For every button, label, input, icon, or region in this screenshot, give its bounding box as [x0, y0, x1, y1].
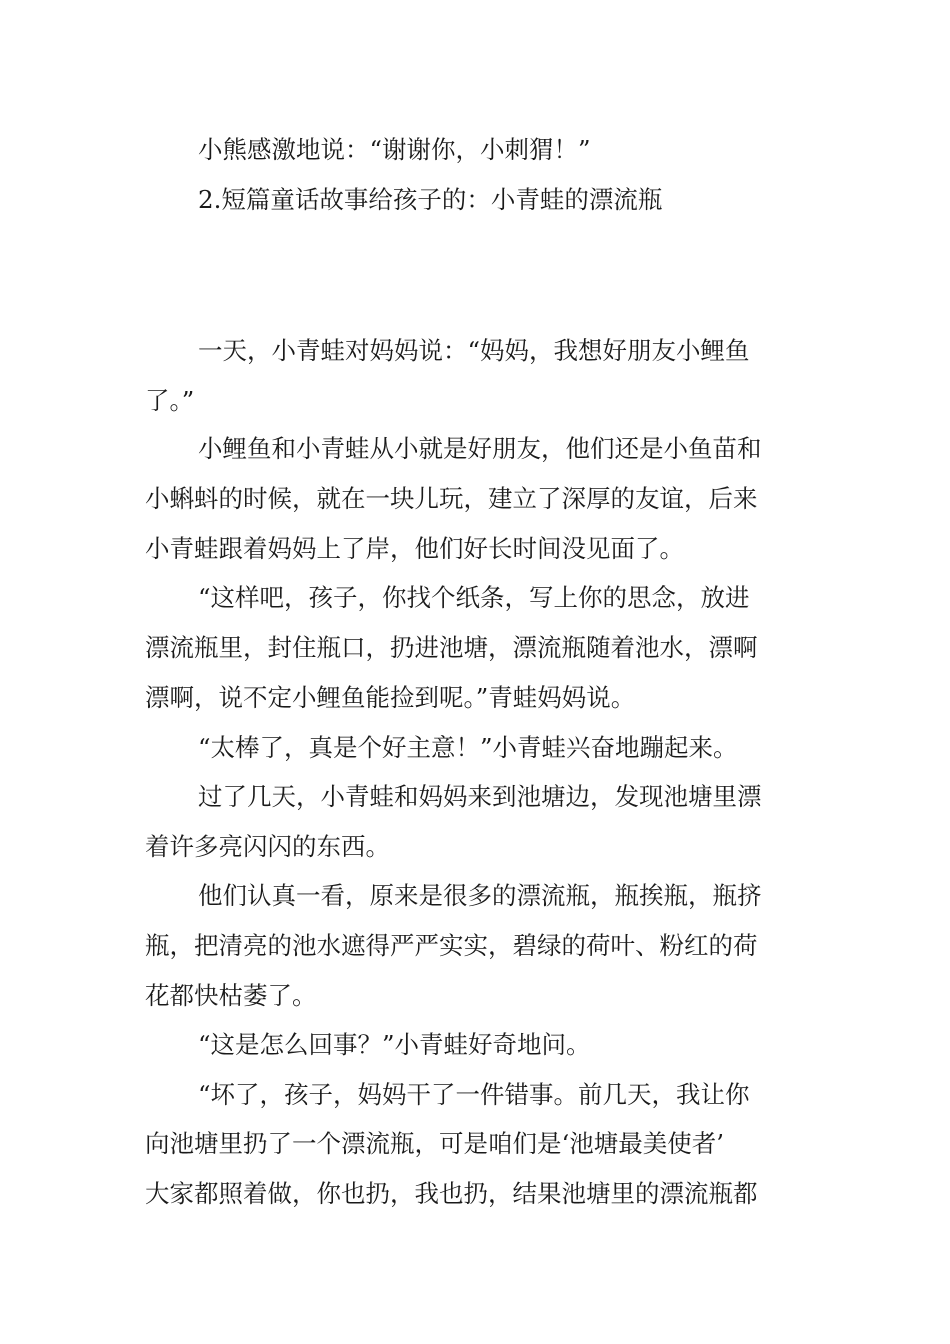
text-line: 向池塘里扔了一个漂流瓶，可是咱们是‘池塘最美使者’ [145, 1129, 725, 1158]
text-line: 大家都照着做，你也扔，我也扔，结果池塘里的漂流瓶都 [145, 1179, 758, 1208]
text-line: 小鲤鱼和小青蛙从小就是好朋友，他们还是小鱼苗和 [198, 434, 762, 463]
text-line: 花都快枯萎了。 [145, 981, 317, 1010]
text-line: 小熊感激地说：“谢谢你，小刺猬！” [198, 135, 591, 164]
text-line: 小蝌蚪的时候，就在一块儿玩，建立了深厚的友谊，后来 [145, 484, 758, 513]
text-line: “坏了，孩子，妈妈干了一件错事。前几天，我让你 [198, 1080, 750, 1109]
text-line: 过了几天，小青蛙和妈妈来到池塘边，发现池塘里漂 [198, 782, 762, 811]
text-line: 漂啊，说不定小鲤鱼能捡到呢。”青蛙妈妈说。 [145, 683, 636, 712]
text-line: 一天，小青蛙对妈妈说：“妈妈，我想好朋友小鲤鱼 [198, 336, 750, 365]
text-line: 漂流瓶里，封住瓶口，扔进池塘，漂流瓶随着池水，漂啊 [145, 633, 758, 662]
text-line: 小青蛙跟着妈妈上了岸，他们好长时间没见面了。 [145, 534, 684, 563]
text-line: 了。” [145, 386, 195, 415]
section-heading: 2.短篇童话故事给孩子的：小青蛙的漂流瓶 [198, 185, 663, 214]
text-line: 他们认真一看，原来是很多的漂流瓶，瓶挨瓶，瓶挤 [198, 881, 762, 910]
text-line: “这样吧，孩子，你找个纸条，写上你的思念，放进 [198, 583, 750, 612]
text-line: 瓶，把清亮的池水遮得严严实实，碧绿的荷叶、粉红的荷 [145, 931, 758, 960]
text-line: 着许多亮闪闪的东西。 [145, 832, 390, 861]
text-line: “太棒了，真是个好主意！”小青蛙兴奋地蹦起来。 [198, 733, 738, 762]
text-line: “这是怎么回事？”小青蛙好奇地问。 [198, 1030, 591, 1059]
